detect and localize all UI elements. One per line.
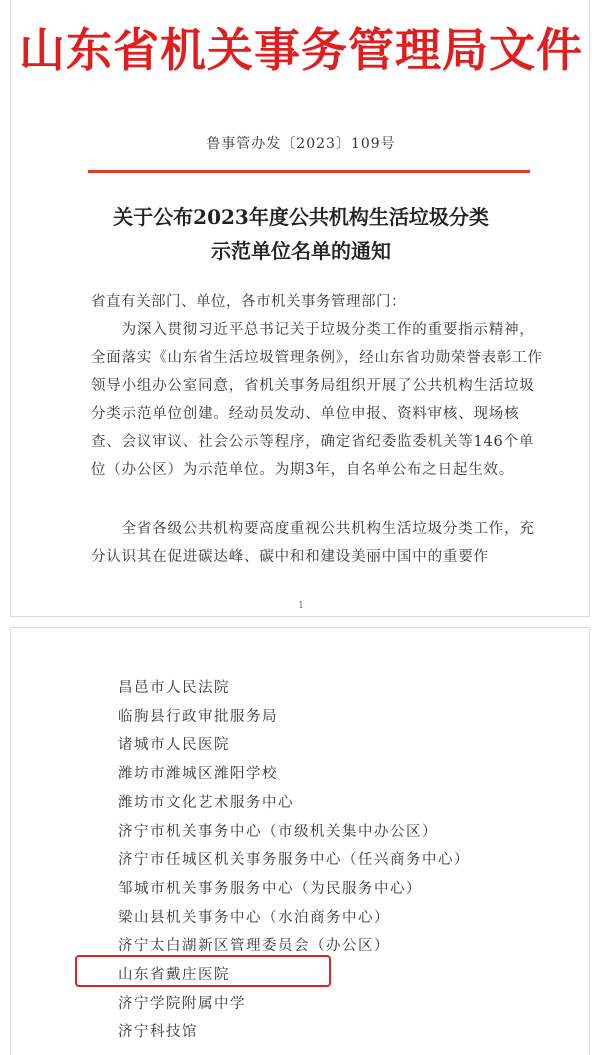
body-paragraph-2: 全省各级公共机构要高度重视公共机构生活垃圾分类工作，充分认识其在促进碳达峰、碳中和和建设美丽中国中的重要作 bbox=[91, 521, 535, 565]
unit-list-item: 梁山县机关事务中心（水泊商务中心） bbox=[118, 909, 390, 926]
unit-list-item: 济宁太白湖新区管理委员会（办公区） bbox=[118, 938, 390, 955]
title-line-2: 示范单位名单的通知 bbox=[211, 239, 391, 263]
unit-list-item: 山东省戴庄医院 bbox=[118, 967, 230, 983]
document-title bbox=[11, 200, 591, 268]
unit-list-item: 邹城市机关事务服务中心（为民服务中心） bbox=[118, 880, 422, 897]
unit-list-item: 济宁学院附属中学 bbox=[118, 995, 246, 1012]
body-paragraph-1: 为深入贯彻习近平总书记关于垃圾分类工作的重要指示精神，全面落实《山东省生活垃圾管理条例》，经山东省功勋荣誉表彰工作领导小组办公室同意，省机关事务局组织开展了公共机构生活垃圾分类示范单位创建。经动员发动、单位申报、资料审核、现场核查、会议审议、社会公示等程序，确定省纪委监委机关等146个单位（办公区）为示范单位。为期3年，自名单公布之日起生效。 bbox=[91, 322, 543, 478]
document-page-1 bbox=[10, 0, 590, 617]
document-page-2 bbox=[10, 627, 590, 1055]
title-line-1: 关于公布2023年度公共机构生活垃圾分类 bbox=[113, 205, 489, 229]
document-number: 鲁事管办发〔2023〕109号 bbox=[206, 136, 396, 152]
document-banner: 山东省机关事务管理局文件 bbox=[19, 23, 583, 77]
page-number: 1 bbox=[298, 601, 304, 611]
red-divider bbox=[88, 170, 530, 173]
unit-list-item: 诸城市人民医院 bbox=[118, 737, 230, 754]
unit-list-item: 临朐县行政审批服务局 bbox=[118, 708, 278, 725]
unit-list-item: 昌邑市人民法院 bbox=[118, 680, 230, 696]
unit-list-item: 济宁市机关事务中心（市级机关集中办公区） bbox=[118, 823, 438, 840]
addressee: 省直有关部门、单位，各市机关事务管理部门： bbox=[91, 294, 406, 310]
unit-list-item: 潍坊市文化艺术服务中心 bbox=[118, 794, 294, 811]
unit-list-item: 潍坊市潍城区潍阳学校 bbox=[118, 766, 278, 783]
unit-list-item: 济宁科技馆 bbox=[118, 1024, 198, 1041]
highlight-box bbox=[75, 955, 331, 987]
unit-list-item: 济宁市任城区机关事务服务中心（任兴商务中心） bbox=[118, 852, 470, 869]
